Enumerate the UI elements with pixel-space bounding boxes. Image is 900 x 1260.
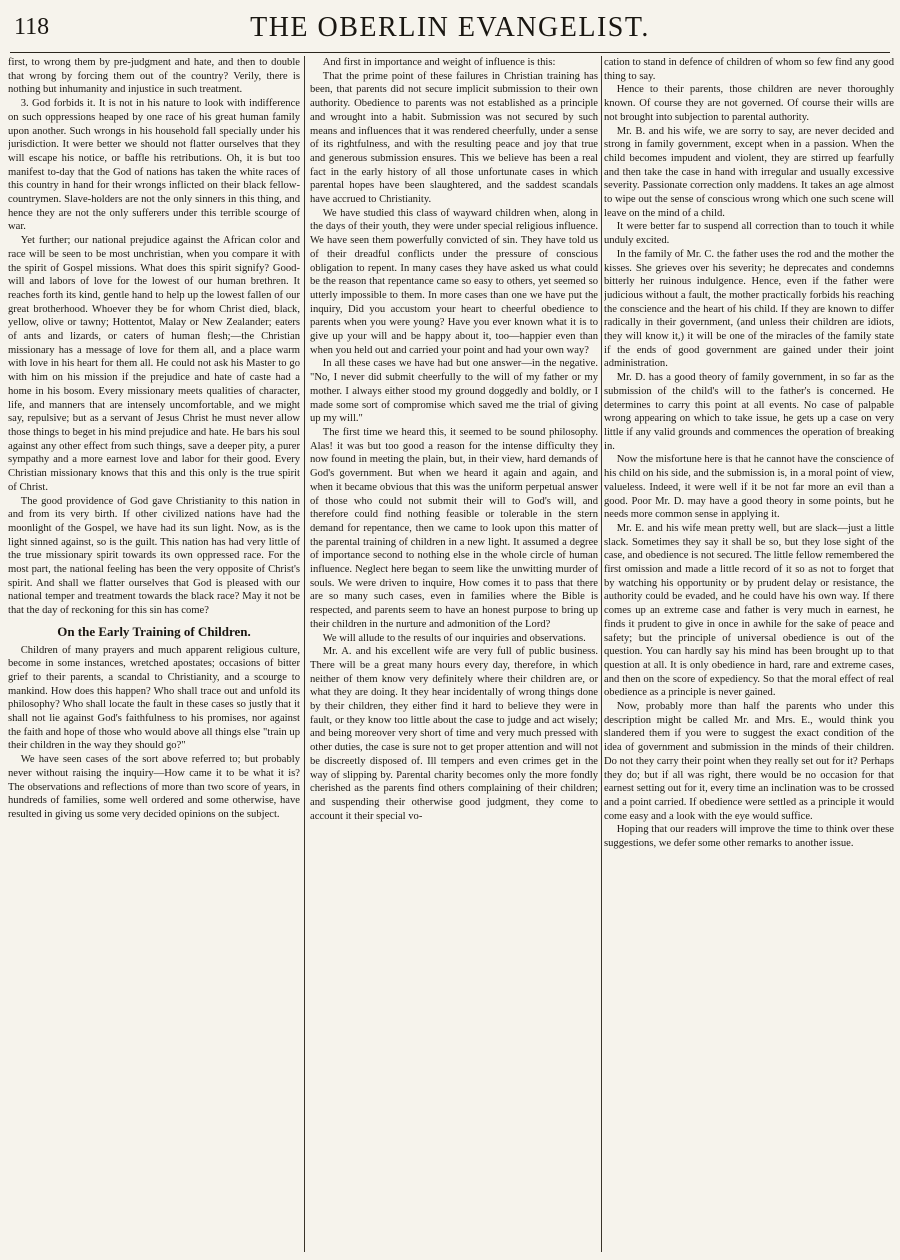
column-divider — [304, 56, 305, 1252]
paragraph: Mr. D. has a good theory of family government, in so far as the submission of the child's will to the father's is concerned. He determines to carry this point at all events. No case of palpable wrong appearing on which to take issue, he gets up a case on very little if any valid grounds and commences the operation of breaking in. — [604, 372, 894, 452]
paragraph: Now, probably more than half the parents who under this description might be called Mr. and Mrs. E., would think you slandered them if you were to suggest the exact condition of the idea of government and submission in the minds of their children. Do not they carry their point when they really set out for it? Perhaps they do; but if all was right, there would be no occasion for that earnest setting out for it, every time an inclination was to be crossed and a point carried. If obedience were settled as a principle it would come easy and a look with the eye would suffice. — [604, 701, 894, 822]
paragraph: Now the misfortune here is that he cannot have the conscience of his child on his side, and the submission is, in a moral point of view, valueless. Indeed, it were well if it be not far more an evil than a good. Poor Mr. D. may have a good theory in some points, but he needs more common sense in applying it. — [604, 454, 894, 521]
column-2 — [310, 56, 598, 1252]
column-divider — [601, 56, 602, 1252]
paragraph: The good providence of God gave Christianity to this nation in and from its very birth. If other civilized nations have had the moonlight of the Gospel, we have had its sun light. Now, as is the light sinned against, so is the guilt. This nation has had very little of the true missionary spirit towards its own oppressed race. For the most part, the national feeling has been the very opposite of Christ's spirit. And shall we flatter ourselves that God is pleased with our national temper and treatment towards the black race? May it not be that the day of reckoning for this sin has come? — [8, 495, 300, 617]
paragraph: We have studied this class of wayward children when, along in the days of their youth, they were under special religious influence. We have seen them powerfully convicted of sin. They have told us of their dreadful conflicts under the pressure of conscious obligation to repent. In many cases they have asked us what could be the reason that repentance came so easy to others, yet seemed so utterly impossible to them. In more cases than one we have put the inquiry, Did you accustom your heart to cheerful obedience to parents when you were young? Have you ever known what it is to give up your will and be happy about it, too—happier even than when you held out and carried your point and had your own way? — [310, 207, 598, 356]
paragraph: Mr. A. and his excellent wife are very full of public business. There will be a great many hours every day, therefore, in which neither of them know very definitely where their children are, or what they are doing. It they hear incidentally of wrong things done by their children, they either find it hard to believe they were in fault, or they know too little about the case to judge and act wisely; and being moreover very short of time and very much pressed with other duties, the case is sure not to get proper attention and will not be discreetly disposed of. Ill tempers and even crimes get in the way of slipping by. Parental charity becomes only the more fondly cherished as the parents find others complaining of their children; and suspending their otherwise good judgment, they come to account it their special vo- — [310, 646, 598, 822]
column-3 — [604, 56, 894, 1252]
paragraph: We have seen cases of the sort above referred to; but probably never without raising the inquiry—How came it to be what it is? The observations and reflections of more than two score of years, in hundreds of families, some well ordered and some otherwise, have resulted in giving us some very decided opinions on the subject. — [8, 754, 300, 820]
paragraph: Mr. E. and his wife mean pretty well, but are slack—just a little slack. Sometimes they say it shall be so, but they lose sight of the case, and obedience is not secured. The little fellow remembered the first omission and made a little record of it so as not to forget that by watching his opportunity or by prudent delay or resistance, the authority could be evaded, and he could have his own way. If there comes up an extreme case and father is very much in earnest, he finds it prudent to give in once in awhile for the sake of peace and safety; but the principle of universal obedience is out of the question. You can hardly say his mind has been brought up to that question at all. It is only obedience in hard, rare and extreme cases, and then on the score of expediency. So that the moral effect of real obedience as a principle is never gained. — [604, 522, 894, 699]
article-title: On the Early Training of Children. — [57, 623, 251, 639]
paragraph: 3. God forbids it. It is not in his nature to look with indifference on such oppressions heaped by one race of his great human family upon another. Such wrongs in his household fall specially under his jurisdiction. It were better we should not flatter ourselves that they will escape his notice, or baffle his retributions. Oh, it is but too manifest to-day that the God of nations has taken the white races of this country in hand for their wrongs inflicted on their black fellow-countrymen. Slave-holders are not the only sinners in this thing, and hence they are not the only sufferers under this terrible scourge of war. — [8, 98, 300, 233]
page-number: 118 — [14, 14, 50, 40]
paragraph: In the family of Mr. C. the father uses the rod and the mother the kisses. She grieves over his severity; he deprecates and condemns bitterly her ruinous indulgence. Hence, even if the father were judicious without a fault, the mother practically forbids his reaching the conscience and the heart of his child. If they are known to differ radically in their government, (and unless their children are idiots, they will know it,) it will be one of the miracles of the family state if the ends of good government are gained under their joint administration. — [604, 248, 894, 370]
paragraph: cation to stand in defence of children of whom so few find any good thing to say. — [604, 57, 894, 82]
paragraph: Hoping that our readers will improve the time to think over these suggestions, we defer some other remarks to another issue. — [604, 824, 894, 850]
masthead-title: THE OBERLIN EVANGELIST. — [250, 12, 650, 43]
paragraph: We will allude to the results of our inquiries and observations. — [322, 632, 586, 644]
column-1 — [8, 56, 300, 1252]
paragraph: That the prime point of these failures in Christian training has been, that parents did not secure implicit submission to their own authority. Obedience to parents was not established as a principle and wrought into a habit. Submission was not secured by such means and influences that it was rendered cheerfully, under a sense of its rightfulness, and with the resulting peace and joy that true and generous submission ensures. This we believe has been a real fact in the early history of all those unfortunate cases in which parental hopes have been slaughtered, and the saddest scandals have accrued to Christianity. — [310, 70, 598, 206]
paragraph: It were better far to suspend all correction than to touch it while unduly excited. — [604, 221, 894, 247]
paragraph: Children of many prayers and much apparent religious culture, become in some instances, wretched apostates; occasions of bitter grief to their parents, a scandal to Christianity, and a scourge to mankind. How does this happen? Who shall trace out and unfold its philosophy? Who shall locate the fault in these cases so justly that it shall not lie against God's faithfulness to his promises, nor against the faith and hope of those who would above all things else "train up their children in the way they should go?" — [8, 644, 300, 752]
page-header — [10, 8, 890, 53]
paragraph: Yet further; our national prejudice against the African color and race will be seen to be most unchristian, when you compare it with the spirit of Gospel missions. What does this spirit signify? Good-will and labors of love for the lowest of our human brethren. It reaches forth its kind, gentle hand to help up the lowest fallen of our great brotherhood. Whoever they be for whom Christ died, black, yellow, olive or tawny; Hottentot, Malay or New Zealander; eaters of ants and lizards, or caters of human flesh;—the Christian missionary has a message of love for them all, and a place warm with love in his heart for them all. He could not ask his Master to go with him on his mission if the prejudice and hate of caste had a home in his bosom. Every missionary meets qualities of character, life, and manners that are intensely uncomfortable, and we might say, repulsive; but as a servant of Jesus Christ he must never allow those things to beget in his mind prejudice and hate. He bars his soul against any other effect from such things, save a deeper pity, a purer sympathy and a more earnest love and labor for their good. Every Christian missionary knows that this and this only is the true spirit of Christ. — [8, 235, 300, 493]
paragraph: The first time we heard this, it seemed to be sound philosophy. Alas! it was but too good a reason for the intense difficulty they now found in meeting the plain, but, in their view, hard demands of God's government. But when we heard it again and again, and when it became obvious that this was the uniform perpetual answer of those who could not submit their will to God's will, and therefore could find nothing feasible or tolerable in the stern demand for repentance, then we came to look upon this matter of the parental training of children in a new light. It assumed a degree of importance second to nothing else in the whole circle of human influence. Neglect here began to seem like the unwitting murder of souls. We were driven to inquire, How comes it to pass that there are so many such cases, even in families where the Bible is respected, and parents seem to have an honest purpose to bring up their children in the nurture and admonition of the Lord? — [310, 426, 598, 630]
paragraph: Mr. B. and his wife, we are sorry to say, are never decided and strong in family government, except when in a passion. When the child becomes impudent and violent, they are stirred up fearfully and then take the case in hand with irregular and usually excessive severity. Passionate correction only maddens. It takes an age almost to wipe out the sense of conscious wrong which one such scene will leave on the mind of a child. — [604, 125, 894, 219]
paragraph: In all these cases we have had but one answer—in the negative. "No, I never did submit cheerfully to the will of my father or my mother. I always either stood my ground doggedly and boldly, or I made some sort of compromise which saved me the trial of giving up my will." — [310, 358, 598, 425]
paragraph: first, to wrong them by pre-judgment and hate, and then to double that wrong by forcing them out of the country? Verily, there is nothing but inhumanity and injustice in such treatment. — [8, 57, 300, 96]
paragraph: Hence to their parents, those children are never thoroughly known. Of course they are not governed. Of course their wills are not brought into subjection to parental authority. — [604, 84, 894, 123]
paragraph: And first in importance and weight of influence is this: — [322, 57, 556, 68]
